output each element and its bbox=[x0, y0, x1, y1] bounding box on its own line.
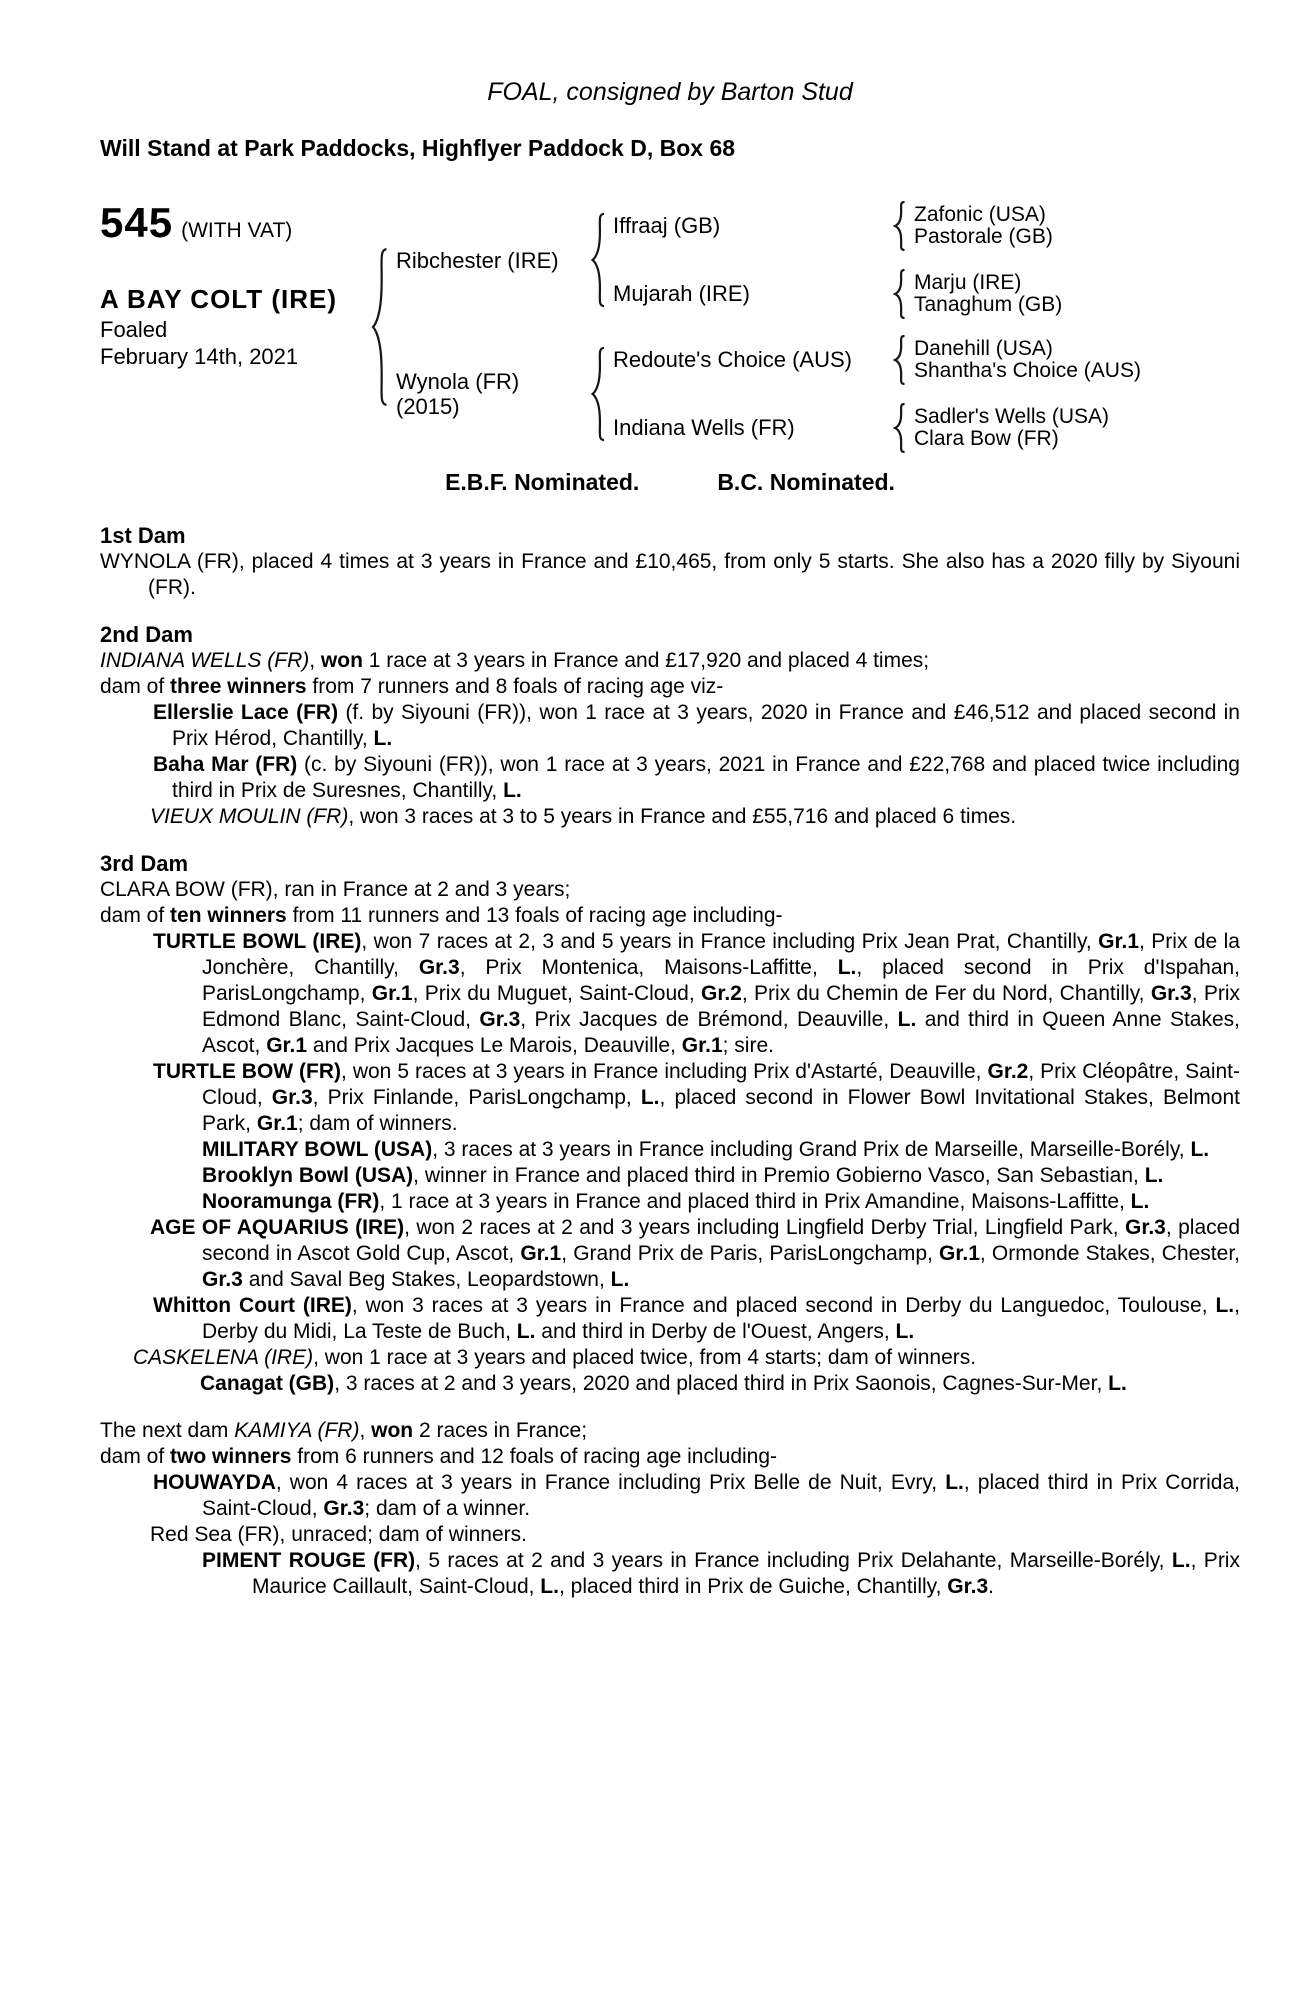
text-run: , won 7 races at 2, 3 and 5 years in France including Prix Jean Prat, Chantilly, bbox=[361, 930, 1099, 953]
text-run: , placed second in Ascot Gold Cup, Ascot, bbox=[202, 1216, 1240, 1265]
nominations-row bbox=[100, 469, 1240, 495]
text-run: from 7 runners and 8 foals of racing age viz- bbox=[306, 675, 724, 698]
text-run: Gr.1 bbox=[371, 982, 413, 1005]
text-run: and Prix Jacques Le Marois, Deauville, bbox=[307, 1034, 682, 1057]
text-run: (f. by Siyouni (FR)), won 1 race at 3 years, 2020 in France and £46,512 and placed second in Prix Hérod, Chantilly, bbox=[172, 701, 1240, 750]
text-run: Baha Mar (FR) bbox=[153, 753, 298, 776]
text-run: , won 3 races at 3 to 5 years in France and £55,716 and placed 6 times. bbox=[348, 805, 1017, 828]
text-run: , Prix Cléopâtre, Saint-Cloud, bbox=[202, 1060, 1240, 1109]
text-run: , won 5 races at 3 years in France including Prix d'Astarté, Deauville, bbox=[341, 1060, 988, 1083]
great-granddam-name: Tanaghum (GB) bbox=[914, 293, 1063, 316]
dam-section-heading: 2nd Dam bbox=[100, 622, 193, 647]
text-run: CASKELENA (IRE) bbox=[133, 1346, 314, 1369]
text-run: Gr.1 bbox=[681, 1034, 723, 1057]
great-grandparent-pair bbox=[914, 204, 1053, 249]
text-run: , bbox=[309, 649, 321, 672]
horse-description: A BAY COLT (IRE) bbox=[100, 284, 338, 314]
text-run: Gr.3 bbox=[271, 1086, 313, 1109]
great-grandsire-name: Danehill (USA) bbox=[914, 336, 1053, 360]
text-run: , 1 race at 3 years in France and placed third in Prix Amandine, Maisons-Laffitte, bbox=[379, 1190, 1131, 1213]
catalog-paragraph bbox=[100, 1345, 1240, 1371]
catalog-paragraph bbox=[100, 674, 1240, 700]
text-run: Canagat (GB) bbox=[200, 1372, 335, 1395]
pedigree-brace-icon bbox=[893, 403, 907, 453]
pedigree-table bbox=[100, 201, 1240, 453]
text-run: L. bbox=[1171, 1549, 1191, 1572]
text-run: dam of bbox=[100, 1445, 171, 1468]
text-run: TURTLE BOW (FR) bbox=[153, 1060, 342, 1083]
text-run: MILITARY BOWL (USA) bbox=[202, 1138, 433, 1161]
text-run: from 11 runners and 13 foals of racing age including- bbox=[286, 904, 783, 927]
sire-sire-name: Iffraaj (GB) bbox=[613, 213, 721, 238]
catalog-paragraph bbox=[100, 1470, 1240, 1522]
text-run: Gr.3 bbox=[947, 1575, 989, 1598]
text-run: PIMENT ROUGE (FR) bbox=[202, 1549, 416, 1572]
dam-parents-column bbox=[613, 335, 1141, 453]
generation-1-column bbox=[396, 201, 1141, 453]
text-run: , won 1 race at 3 years and placed twice, from 4 starts; dam of winners. bbox=[313, 1346, 977, 1369]
text-run: , Derby du Midi, La Teste de Buch, bbox=[202, 1294, 1240, 1343]
catalog-paragraph bbox=[100, 1293, 1240, 1345]
text-run: Gr.1 bbox=[520, 1242, 562, 1265]
catalog-paragraph bbox=[100, 1215, 1240, 1293]
dam-section bbox=[100, 622, 1240, 830]
text-run: Gr.1 bbox=[266, 1034, 308, 1057]
text-run: and third in Derby de l'Ouest, Angers, bbox=[535, 1320, 896, 1343]
great-granddam-name: Clara Bow (FR) bbox=[914, 427, 1059, 450]
text-run: , Prix Maurice Caillault, Saint-Cloud, bbox=[252, 1549, 1240, 1598]
text-run: , placed second in Flower Bowl Invitational Stakes, Belmont Park, bbox=[202, 1086, 1240, 1135]
text-run: HOUWAYDA bbox=[153, 1471, 276, 1494]
text-run: TURTLE BOWL (IRE) bbox=[153, 930, 362, 953]
catalog-paragraph bbox=[100, 929, 1240, 1059]
text-run: , 5 races at 2 and 3 years in France including Prix Delahante, Marseille-Borély, bbox=[415, 1549, 1172, 1572]
text-run: Gr.2 bbox=[701, 982, 742, 1005]
text-run: L. bbox=[1130, 1190, 1150, 1213]
text-run: Red Sea (FR), unraced; dam of winners. bbox=[150, 1523, 527, 1546]
text-run: . bbox=[988, 1575, 994, 1598]
vat-note: (WITH VAT) bbox=[181, 219, 293, 242]
text-run: 1 race at 3 years in France and £17,920 and placed 4 times; bbox=[362, 649, 930, 672]
catalog-paragraph bbox=[100, 903, 1240, 929]
catalog-paragraph bbox=[100, 1189, 1240, 1215]
dam-section-heading: 3rd Dam bbox=[100, 851, 189, 876]
text-run: and Saval Beg Stakes, Leopardstown, bbox=[242, 1268, 611, 1291]
text-run: dam of bbox=[100, 675, 171, 698]
catalog-paragraph bbox=[100, 877, 1240, 903]
dam-dam-name: Indiana Wells (FR) bbox=[613, 415, 795, 440]
dam-year: (2015) bbox=[396, 394, 460, 419]
foaled-date: February 14th, 2021 bbox=[100, 344, 299, 369]
text-run: L. bbox=[897, 1008, 917, 1031]
text-run: L. bbox=[373, 727, 393, 750]
text-run: L. bbox=[516, 1320, 536, 1343]
text-run: , 3 races at 3 years in France including Grand Prix de Marseille, Marseille-Borély, bbox=[432, 1138, 1191, 1161]
dam-sire-name: Redoute's Choice (AUS) bbox=[613, 347, 852, 372]
pedigree-brace-icon bbox=[893, 269, 907, 319]
text-run: , Prix Jacques de Brémond, Deauville, bbox=[520, 1008, 898, 1031]
text-run: Whitton Court (IRE) bbox=[153, 1294, 352, 1317]
great-grandsire-name: Marju (IRE) bbox=[914, 270, 1022, 294]
text-run: won bbox=[371, 1419, 414, 1442]
text-run: , Prix Edmond Blanc, Saint-Cloud, bbox=[202, 982, 1241, 1031]
text-run: ten winners bbox=[170, 904, 287, 927]
text-run: INDIANA WELLS (FR) bbox=[100, 649, 310, 672]
dam-dam-row bbox=[613, 403, 1141, 453]
pedigree-brace-icon bbox=[590, 212, 607, 308]
sire-branch bbox=[396, 201, 1141, 319]
catalog-paragraph bbox=[100, 549, 1240, 601]
text-run: L. bbox=[503, 779, 522, 802]
great-grandsire-name: Sadler's Wells (USA) bbox=[914, 404, 1109, 428]
text-run: The next dam bbox=[100, 1419, 235, 1442]
catalog-paragraph bbox=[100, 1522, 1240, 1548]
text-run: from 6 runners and 12 foals of racing age including- bbox=[291, 1445, 778, 1468]
great-grandparent-pair bbox=[914, 338, 1141, 383]
dam-section bbox=[100, 1418, 1240, 1600]
text-run: two winners bbox=[170, 1445, 292, 1468]
sire-sire-row bbox=[613, 201, 1062, 251]
catalog-paragraph bbox=[100, 1163, 1240, 1189]
text-run: L. bbox=[640, 1086, 660, 1109]
lot-number-row bbox=[100, 199, 368, 246]
catalog-paragraph bbox=[100, 1418, 1240, 1444]
great-grandsire-name: Zafonic (USA) bbox=[914, 202, 1046, 226]
text-run: CLARA BOW (FR), ran in France at 2 and 3 years; bbox=[100, 878, 571, 901]
text-run: KAMIYA (FR) bbox=[234, 1419, 360, 1442]
pedigree-brace-icon bbox=[590, 346, 607, 442]
text-run: , won 4 races at 3 years in France including Prix Belle de Nuit, Evry, bbox=[275, 1471, 946, 1494]
dam-name-line: Wynola (FR) bbox=[396, 369, 520, 394]
text-run: , placed third in Prix Corrida, Saint-Cloud, bbox=[202, 1471, 1240, 1520]
text-run: Gr.1 bbox=[1098, 930, 1140, 953]
text-run: won bbox=[320, 649, 363, 672]
dam-section-heading: 1st Dam bbox=[100, 523, 186, 548]
catalog-paragraph bbox=[100, 700, 1240, 752]
text-run: Nooramunga (FR) bbox=[202, 1190, 380, 1213]
text-run: L. bbox=[945, 1471, 964, 1494]
text-run: , placed second in Prix d'Ispahan, ParisLongchamp, bbox=[202, 956, 1241, 1005]
great-granddam-name: Pastorale (GB) bbox=[914, 225, 1053, 248]
text-run: Gr.3 bbox=[418, 956, 460, 979]
dam-sections bbox=[100, 523, 1240, 1600]
text-run: L. bbox=[1190, 1138, 1210, 1161]
text-run: (c. by Siyouni (FR)), won 1 race at 3 years, 2021 in France and £22,768 and placed twice including third in Prix de Suresnes, Chantilly, bbox=[172, 753, 1240, 802]
text-run: AGE OF AQUARIUS (IRE) bbox=[150, 1216, 405, 1239]
text-run: , Prix de la Jonchère, Chantilly, bbox=[202, 930, 1240, 979]
catalog-paragraph bbox=[100, 1059, 1240, 1137]
text-run: L. bbox=[895, 1320, 915, 1343]
catalog-paragraph bbox=[100, 1444, 1240, 1470]
dam-sire-row bbox=[613, 335, 1141, 385]
text-run: , Prix Montenica, Maisons-Laffitte, bbox=[459, 956, 838, 979]
text-run: L. bbox=[1215, 1294, 1235, 1317]
text-run: 2 races in France; bbox=[413, 1419, 588, 1442]
pedigree-brace-icon bbox=[370, 246, 390, 408]
text-run: , winner in France and placed third in Premio Gobierno Vasco, San Sebastian, bbox=[413, 1164, 1145, 1187]
text-run: Gr.3 bbox=[479, 1008, 521, 1031]
catalog-paragraph bbox=[100, 804, 1240, 830]
dam-section bbox=[100, 851, 1240, 1397]
text-run: , Prix Finlande, ParisLongchamp, bbox=[312, 1086, 641, 1109]
text-run: Gr.3 bbox=[323, 1497, 365, 1520]
text-run: Gr.3 bbox=[1124, 1216, 1166, 1239]
pedigree-tree bbox=[368, 201, 1240, 453]
lot-number: 545 bbox=[100, 199, 174, 246]
text-run: Ellerslie Lace (FR) bbox=[153, 701, 339, 724]
text-run: , Prix du Chemin de Fer du Nord, Chantilly, bbox=[741, 982, 1151, 1005]
sire-parents-column bbox=[613, 201, 1062, 319]
text-run: three winners bbox=[170, 675, 307, 698]
text-run: ; sire. bbox=[722, 1034, 774, 1057]
text-run: Gr.2 bbox=[987, 1060, 1029, 1083]
dam-section bbox=[100, 523, 1240, 601]
text-run: L. bbox=[540, 1575, 559, 1598]
bc-nominated-label: B.C. Nominated. bbox=[717, 469, 895, 495]
text-run: Gr.1 bbox=[939, 1242, 980, 1265]
catalog-paragraph bbox=[100, 648, 1240, 674]
sire-dam-row bbox=[613, 269, 1062, 319]
text-run: , Grand Prix de Paris, ParisLongchamp, bbox=[561, 1242, 940, 1265]
dam-name bbox=[396, 369, 584, 419]
ebf-nominated-label: E.B.F. Nominated. bbox=[445, 469, 640, 495]
pedigree-brace-icon bbox=[893, 335, 907, 385]
dam-branch bbox=[396, 335, 1141, 453]
page-title: FOAL, consigned by Barton Stud bbox=[487, 78, 853, 106]
text-run: L. bbox=[610, 1268, 630, 1291]
lot-block bbox=[100, 201, 368, 370]
text-run: L. bbox=[1108, 1372, 1127, 1395]
great-granddam-name: Shantha's Choice (AUS) bbox=[914, 359, 1141, 382]
great-grandparent-pair bbox=[914, 406, 1109, 451]
sire-dam-name: Mujarah (IRE) bbox=[613, 281, 750, 306]
great-grandparent-pair bbox=[914, 272, 1062, 317]
catalog-paragraph bbox=[100, 1371, 1240, 1397]
text-run: , 3 races at 2 and 3 years, 2020 and placed third in Prix Saonois, Cagnes-Sur-Mer, bbox=[334, 1372, 1109, 1395]
foaled-label: Foaled bbox=[100, 317, 168, 342]
stand-location: Will Stand at Park Paddocks, Highflyer Paddock D, Box 68 bbox=[100, 135, 736, 161]
text-run: Gr.1 bbox=[256, 1112, 298, 1135]
text-run: and third in Queen Anne Stakes, Ascot, bbox=[202, 1008, 1241, 1057]
pedigree-brace-icon bbox=[893, 201, 907, 251]
text-run: Gr.3 bbox=[202, 1268, 243, 1291]
text-run: ; dam of winners. bbox=[297, 1112, 458, 1135]
text-run: Gr.3 bbox=[1150, 982, 1192, 1005]
text-run: , won 3 races at 3 years in France and placed second in Derby du Languedoc, Toulouse, bbox=[351, 1294, 1216, 1317]
text-run: L. bbox=[1144, 1164, 1164, 1187]
text-run: L. bbox=[837, 956, 857, 979]
text-run: , Prix du Muguet, Saint-Cloud, bbox=[412, 982, 701, 1005]
text-run: ; dam of a winner. bbox=[364, 1497, 531, 1520]
text-run: dam of bbox=[100, 904, 171, 927]
sire-name: Ribchester (IRE) bbox=[396, 247, 559, 273]
text-run: , bbox=[359, 1419, 372, 1442]
text-run: , placed third in Prix de Guiche, Chantilly, bbox=[558, 1575, 948, 1598]
catalog-paragraph bbox=[100, 1548, 1240, 1600]
catalog-paragraph bbox=[100, 752, 1240, 804]
text-run: WYNOLA (FR), placed 4 times at 3 years in France and £10,465, from only 5 starts. She also has a 2020 filly by Siyouni (FR). bbox=[100, 550, 1240, 599]
text-run: VIEUX MOULIN (FR) bbox=[150, 805, 349, 828]
text-run: Brooklyn Bowl (USA) bbox=[202, 1164, 414, 1187]
text-run: , Ormonde Stakes, Chester, bbox=[979, 1242, 1240, 1265]
catalog-paragraph bbox=[100, 1137, 1240, 1163]
text-run: , won 2 races at 2 and 3 years including Lingfield Derby Trial, Lingfield Park, bbox=[404, 1216, 1125, 1239]
